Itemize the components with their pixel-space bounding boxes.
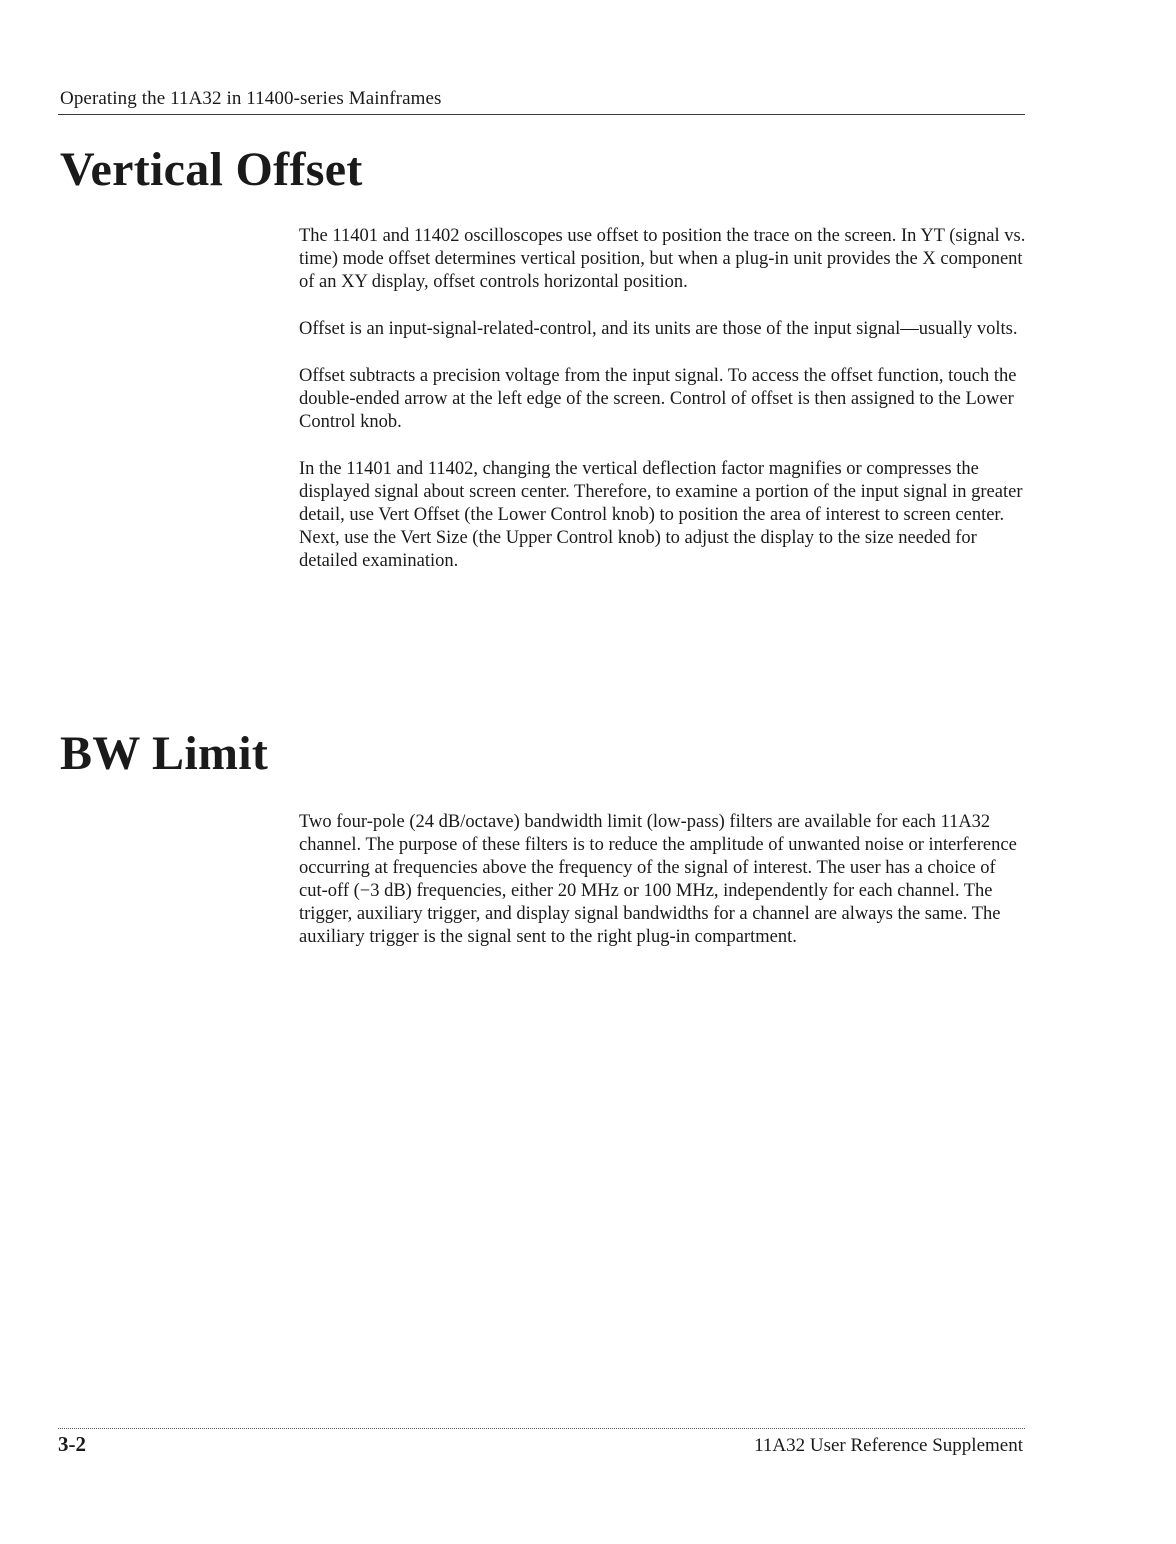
paragraph: In the 11401 and 11402, changing the vertical deflection factor magnifies or compresses the displayed signal about screen center. Therefore, to examine a portion of the input signal in greater detail, use Vert Offset (the Lower Control knob) to position the area of interest to screen center. Next, use the Vert Size (the Upper Control knob) to adjust the display to the size needed for detailed examination. <box>299 459 1023 571</box>
paragraph: Offset subtracts a precision voltage from the input signal. To access the offset function, touch the double-ended arrow at the left edge of the screen. Control of offset is then assigned to the Lower Control knob. <box>299 366 1017 432</box>
footer-rule <box>58 1428 1025 1429</box>
paragraph: Offset is an input-signal-related-control, and its units are those of the input signal—usually volts. <box>299 319 1018 339</box>
bw-limit-body <box>299 811 1029 973</box>
paragraph: Two four-pole (24 dB/octave) bandwidth limit (low-pass) filters are available for each 11A32 channel. The purpose of these filters is to reduce the amplitude of unwanted noise or interference occurring at frequencies above the frequency of the signal of interest. The user has a choice of cut-off (−3 dB) frequencies, either 20 MHz or 100 MHz, independently for each channel. The trigger, auxiliary trigger, and display signal bandwidths for a channel are always the same. The auxiliary trigger is the signal sent to the right plug-in compartment. <box>299 812 1017 947</box>
section-title-bw-limit: BW Limit <box>60 727 269 780</box>
running-header: Operating the 11A32 in 11400-series Mainframes <box>60 88 442 109</box>
page-number: 3-2 <box>58 1432 86 1456</box>
footer-document-title: 11A32 User Reference Supplement <box>754 1435 1023 1456</box>
header-rule <box>58 114 1025 115</box>
section-title-vertical-offset: Vertical Offset <box>60 143 363 196</box>
paragraph: The 11401 and 11402 oscilloscopes use offset to position the trace on the screen. In YT (signal vs. time) mode offset determines vertical position, but when a plug-in unit provides the X component of an XY display, offset controls horizontal position. <box>299 226 1026 292</box>
vertical-offset-body <box>299 225 1029 597</box>
